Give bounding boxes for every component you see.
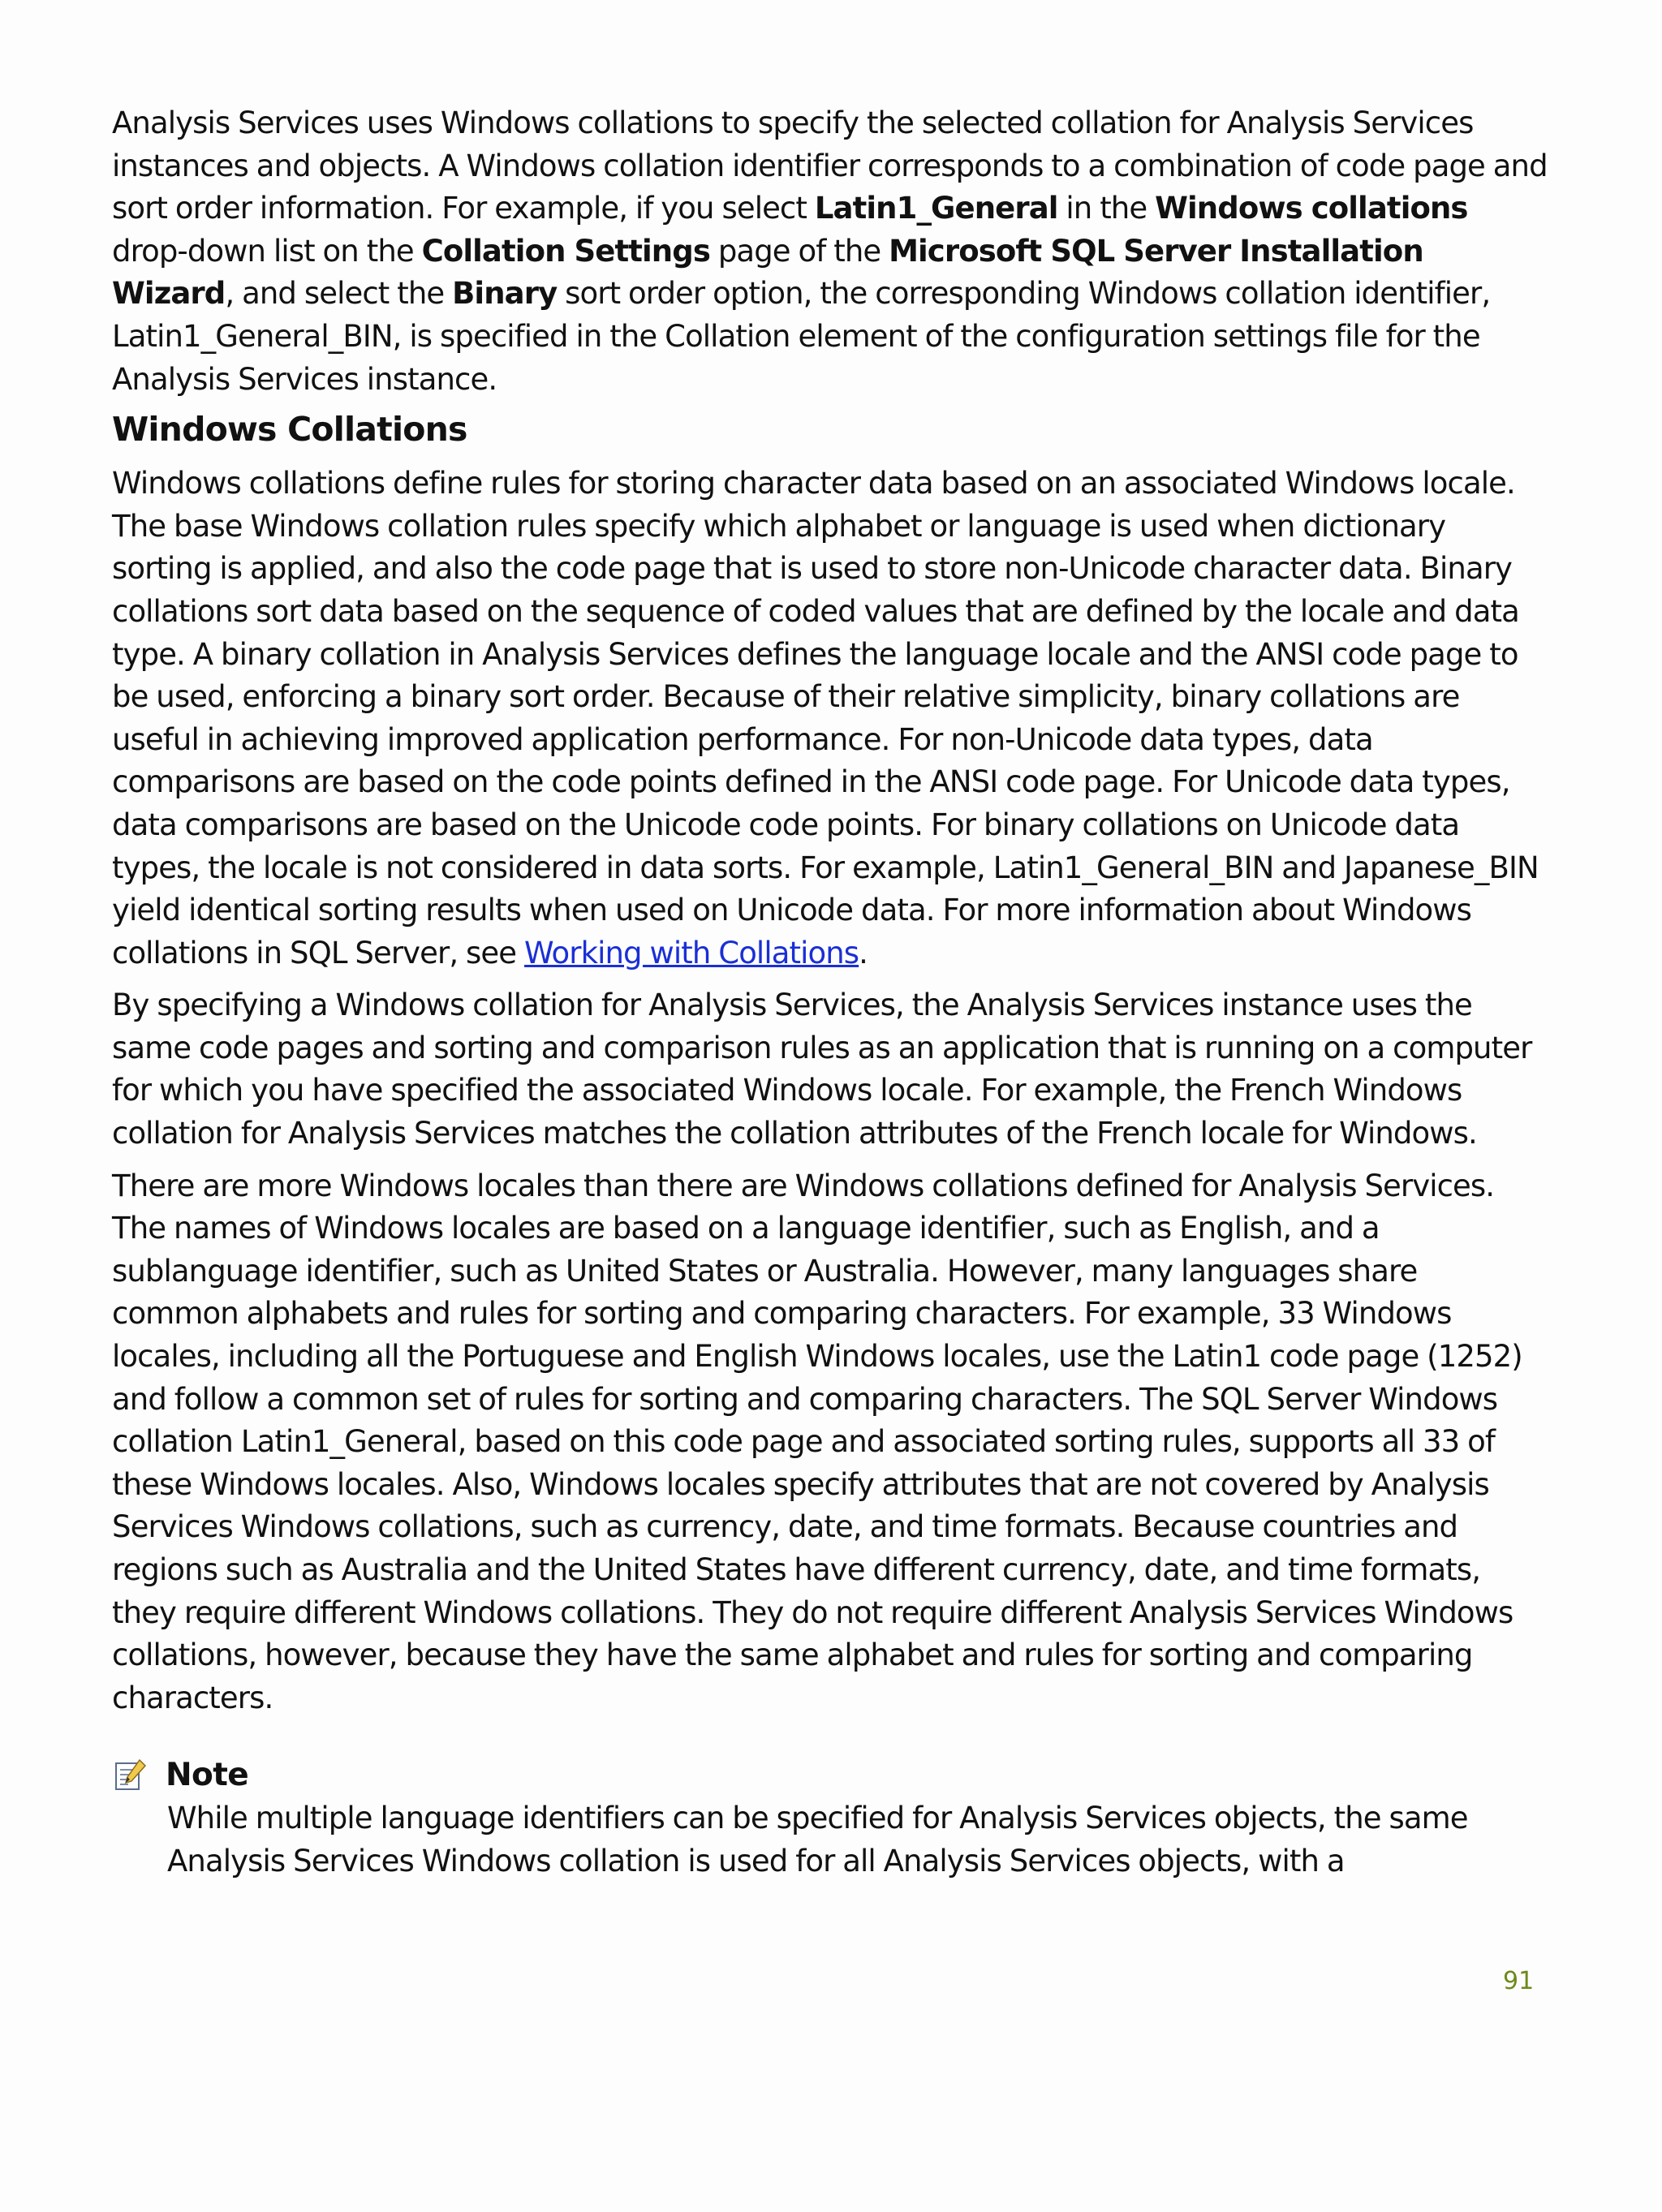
latin1-general-term: Latin1_General	[814, 191, 1058, 226]
note-box	[112, 1752, 1550, 1883]
note-title: Note	[166, 1756, 249, 1793]
page-content	[112, 102, 1550, 1883]
note-header	[112, 1752, 1550, 1797]
note-body: While multiple language identifiers can be specified for Analysis Services objects, the same Analysis Services Windows collation is used for all Analysis Services objects, with a	[167, 1801, 1468, 1878]
intro-text-3: drop-down list on the	[112, 233, 422, 269]
intro-text-6: sort order option, the corresponding Windows collation identifier, Latin1_General_BIN, is specified in the Collation element of the configuration settings file for the Analysis Services instance.	[112, 276, 1491, 397]
windows-locales-paragraph: There are more Windows locales than there are Windows collations defined for Analysis Services. The names of Windows locales are based on a language identifier, such as English, and a sublanguage identifier, such as United States or Australia. However, many languages share common alphabets and rules for sorting and comparing characters. For example, 33 Windows locales, including all the Portuguese and English Windows locales, use the Latin1 code page (1252) and follow a common set of rules for sorting and comparing characters. The SQL Server Windows collation Latin1_General, based on this code page and associated sorting rules, supports all 33 of these Windows locales. Also, Windows locales specify attributes that are not covered by Analysis Services Windows collations, such as currency, date, and time formats. Because countries and regions such as Australia and the United States have different currency, date, and time formats, they require different Windows collations. They do not require different Analysis Services Windows collations, however, because they have the same alphabet and rules for sorting and comparing characters.	[112, 1168, 1522, 1715]
windows-collations-end: .	[859, 935, 868, 970]
collation-settings-term: Collation Settings	[421, 233, 710, 269]
windows-collations-paragraph	[112, 463, 1550, 975]
intro-text-1: Analysis Services uses Windows collations to specify the selected collation for Analysis Services instances and objects. A Windows collation identifier corresponds to a combination of code page and sort order information. For example, if you select	[112, 105, 1548, 226]
intro-text-2: in the	[1057, 191, 1156, 226]
intro-text-4: page of the	[709, 233, 889, 269]
working-with-collations-link[interactable]: Working with Collations	[524, 935, 859, 970]
page-number: 91	[1503, 1967, 1535, 1995]
binary-term: Binary	[452, 276, 558, 312]
windows-collations-term: Windows collations	[1155, 191, 1468, 226]
specifying-collation-paragraph: By specifying a Windows collation for Analysis Services, the Analysis Services instance uses the same code pages and sorting and comparison rules as an application that is running on a computer for which you have specified the associated Windows locale. For example, the French Windows collation for Analysis Services matches the collation attributes of the French locale for Windows.	[112, 988, 1532, 1151]
intro-paragraph	[112, 102, 1550, 401]
intro-text-5: , and select the	[225, 276, 453, 312]
installation-wizard-term: Microsoft SQL Server Installation Wizard	[112, 233, 1423, 312]
section-heading: Windows Collations	[112, 410, 467, 450]
windows-collations-text: Windows collations define rules for storing character data based on an associated Windows locale. The base Windows collation rules specify which alphabet or language is used when dictionary sorting is applied, and also the code page that is used to store non-Unicode character data. Binary collations sort data based on the sequence of coded values that are defined by the locale and data type. A binary collation in Analysis Services defines the language locale and the ANSI code page to be used, enforcing a binary sort order. Because of their relative simplicity, binary collations are useful in achieving improved application performance. For non-Unicode data types, data comparisons are based on the code points defined in the ANSI code page. For Unicode data types, data comparisons are based on the Unicode code points. For binary collations on Unicode data types, the locale is not considered in data sorts. For example, Latin1_General_BIN and Japanese_BIN yield identical sorting results when used on Unicode data. For more information about Windows collations in SQL Server, see	[112, 466, 1539, 970]
note-icon	[112, 1757, 148, 1792]
